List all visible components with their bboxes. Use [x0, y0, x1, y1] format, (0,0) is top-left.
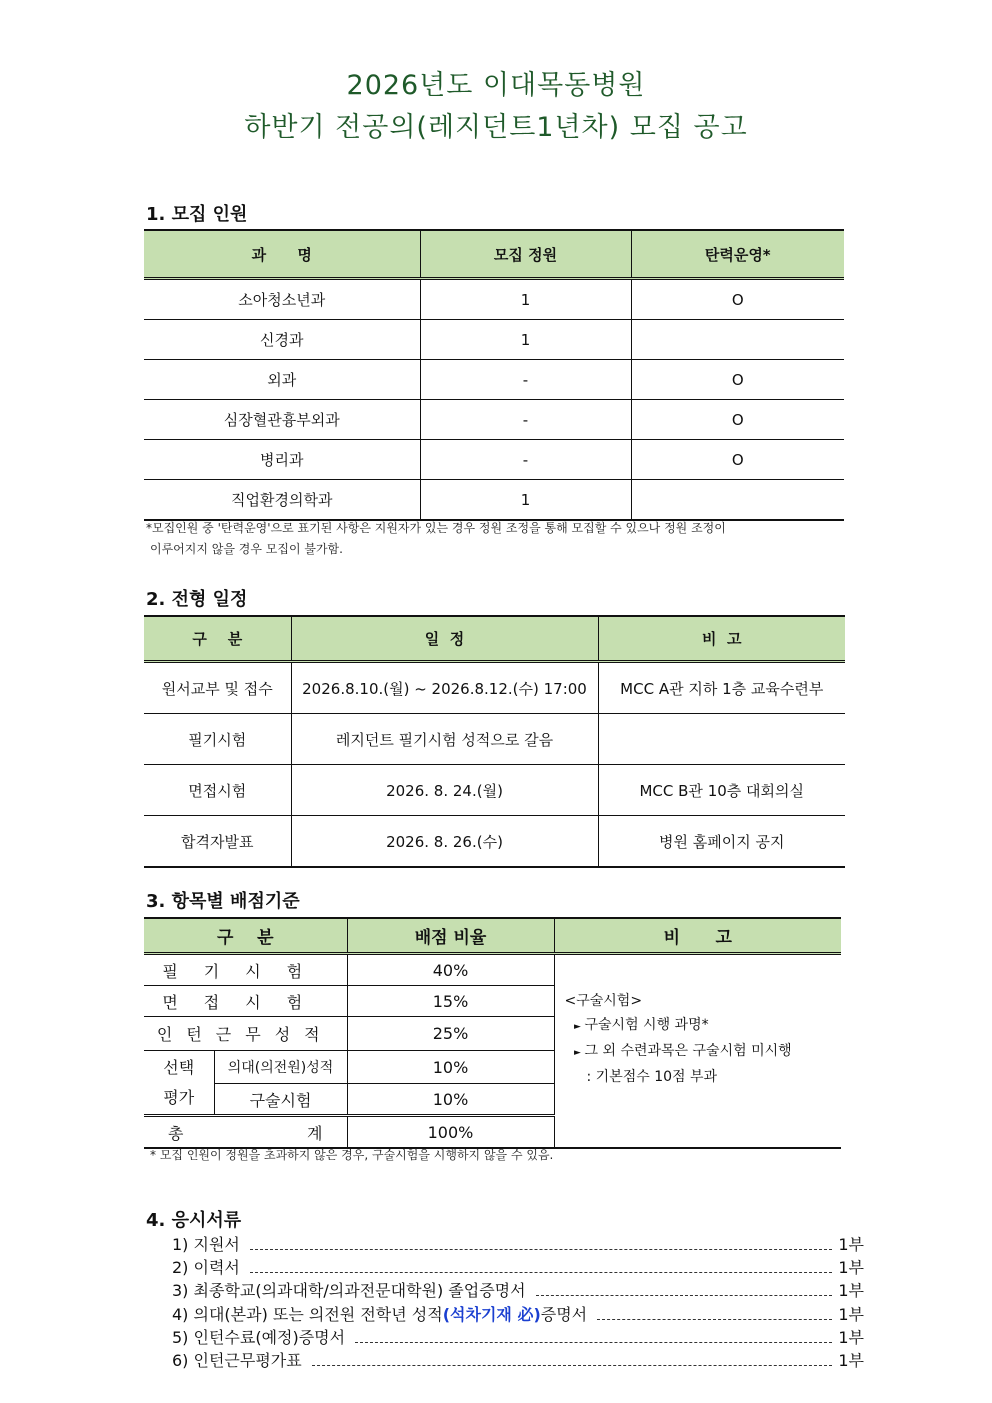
cell-department: 외과 [144, 360, 420, 400]
table-row [144, 816, 845, 868]
total-label-b: 계 [307, 1123, 323, 1143]
section4-heading: 4. 응시서류 [146, 1210, 242, 1231]
page-title-line1: 2026년도 이대목동병원 [346, 70, 646, 101]
cell-department: 소아청소년과 [144, 279, 420, 320]
table-row [144, 714, 845, 765]
doc-label [172, 1302, 593, 1325]
note-line1: *모집인원 중 '탄력운영'으로 표기된 사항은 지원자가 있는 경우 정원 조정을 통해 모집할 수 있으나 정원 조정이 [146, 521, 726, 535]
cell-quota: 1 [420, 279, 631, 320]
table-row [144, 360, 844, 400]
table-header-row [144, 230, 844, 279]
documents-list [172, 1232, 864, 1371]
select-label-1: 선택 [163, 1057, 195, 1077]
doc-label: 6) 인턴근무평가표 [172, 1350, 302, 1370]
total-label-a: 총 [168, 1123, 184, 1143]
cell-oral-value: 10% [347, 1084, 554, 1116]
cell-select-label [144, 1051, 214, 1116]
cell-schedule: 2026. 8. 26.(수) [291, 816, 598, 868]
doc-count: 1부 [838, 1281, 864, 1301]
doc-label: 3) 최종학교(의과대학/의과전문대학원) 졸업증명서 [172, 1281, 526, 1301]
remark-item1-text: 구술시험 시행 과명* [584, 1017, 709, 1033]
header-flexible: 탄력운영* [631, 230, 844, 279]
list-item [172, 1278, 864, 1301]
table-row [144, 400, 844, 440]
cell-schedule: 레지던트 필기시험 성적으로 갈음 [291, 714, 598, 765]
cell-department: 병리과 [144, 440, 420, 480]
header-category: 구 분 [144, 918, 347, 954]
header-remarks: 비 고 [598, 616, 845, 662]
cell-remarks: 병원 홈페이지 공지 [598, 816, 845, 868]
page-title-line2: 하반기 전공의(레지던트1년차) 모집 공고 [244, 112, 748, 143]
dotted-leader [355, 1342, 832, 1343]
schedule-table [144, 615, 845, 868]
section2-heading: 2. 전형 일정 [146, 589, 248, 610]
dotted-leader [536, 1295, 833, 1296]
note-line2: 이루어지지 않을 경우 모집이 불가함. [150, 542, 343, 556]
triangle-bullet-icon: ► [574, 1048, 581, 1058]
cell-category: 합격자발표 [144, 816, 291, 868]
doc-label-highlight: (석차기재 必) [442, 1304, 541, 1324]
cell-written-value: 40% [347, 954, 554, 986]
doc-label-post: 증명서 [540, 1304, 588, 1324]
list-item [172, 1302, 864, 1325]
cell-department: 직업환경의학과 [144, 480, 420, 521]
doc-label: 1) 지원서 [172, 1235, 240, 1254]
cell-quota: 1 [420, 480, 631, 521]
remark-item [565, 1013, 842, 1039]
header-department: 과 명 [144, 230, 420, 279]
section3-heading: 3. 항목별 배점기준 [146, 891, 300, 912]
cell-interview-label: 면접시험 [144, 986, 347, 1017]
cell-intern-label: 인턴근무성적 [144, 1017, 347, 1051]
section1-note [146, 518, 726, 560]
cell-flexible [631, 320, 844, 360]
table-row [144, 662, 845, 714]
dotted-leader [250, 1249, 832, 1250]
doc-count: 1부 [838, 1258, 864, 1278]
doc-count: 1부 [838, 1327, 864, 1347]
table-row [144, 279, 844, 320]
table-row [144, 765, 845, 816]
cell-quota: - [420, 360, 631, 400]
list-item [172, 1255, 864, 1278]
cell-category: 원서교부 및 접수 [144, 662, 291, 714]
cell-intern-value: 25% [347, 1017, 554, 1051]
select-label-2: 평가 [163, 1087, 195, 1107]
doc-count: 1부 [838, 1350, 864, 1370]
dotted-leader [250, 1272, 832, 1273]
doc-count: 1부 [838, 1235, 864, 1254]
section1-heading: 1. 모집 인원 [146, 204, 248, 225]
list-item [172, 1232, 864, 1255]
cell-flexible [631, 480, 844, 521]
list-item [172, 1348, 864, 1371]
cell-category: 필기시험 [144, 714, 291, 765]
doc-label: 2) 이력서 [172, 1258, 240, 1278]
cell-flexible: O [631, 279, 844, 320]
cell-med-grade-label: 의대(의전원)성적 [214, 1051, 347, 1084]
cell-remarks [598, 714, 845, 765]
table-header-row [144, 918, 841, 954]
table-row [144, 954, 841, 986]
cell-department: 신경과 [144, 320, 420, 360]
table-row [144, 480, 844, 521]
cell-flexible: O [631, 440, 844, 480]
dotted-leader [597, 1319, 832, 1320]
cell-quota: - [420, 440, 631, 480]
header-remarks: 비 고 [554, 918, 841, 954]
cell-med-grade-value: 10% [347, 1051, 554, 1084]
cell-flexible: O [631, 400, 844, 440]
header-schedule: 일 정 [291, 616, 598, 662]
remark-item3: : 기본점수 10점 부과 [586, 1069, 718, 1085]
doc-label-pre: 4) 의대(본과) 또는 의전원 전학년 성적 [172, 1304, 443, 1324]
cell-quota: 1 [420, 320, 631, 360]
table-row [144, 440, 844, 480]
cell-remarks: MCC A관 지하 1층 교육수련부 [598, 662, 845, 714]
dotted-leader [312, 1365, 833, 1366]
cell-quota: - [420, 400, 631, 440]
doc-count: 1부 [838, 1304, 864, 1324]
remarks-cell [554, 954, 841, 1149]
header-category: 구 분 [144, 616, 291, 662]
triangle-bullet-icon: ► [574, 1022, 581, 1032]
table-row [144, 320, 844, 360]
remark-item2-text: 그 외 수련과목은 구술시험 미시행 [584, 1043, 792, 1059]
cell-remarks: MCC B관 10층 대회의실 [598, 765, 845, 816]
cell-interview-value: 15% [347, 986, 554, 1017]
cell-department: 심장혈관흉부외과 [144, 400, 420, 440]
cell-schedule: 2026.8.10.(월) ~ 2026.8.12.(수) 17:00 [291, 662, 598, 714]
cell-written-label: 필기시험 [144, 954, 347, 986]
scoring-table [144, 917, 841, 1149]
doc-label: 5) 인턴수료(예정)증명서 [172, 1327, 346, 1347]
header-quota: 모집 정원 [420, 230, 631, 279]
cell-total-label [144, 1116, 347, 1149]
cell-flexible: O [631, 360, 844, 400]
cell-total-value: 100% [347, 1116, 554, 1149]
cell-schedule: 2026. 8. 24.(월) [291, 765, 598, 816]
cell-category: 면접시험 [144, 765, 291, 816]
header-ratio: 배점 비율 [347, 918, 554, 954]
remark-title: <구술시험> [564, 993, 643, 1009]
recruitment-table [144, 229, 844, 521]
cell-oral-label: 구술시험 [214, 1084, 347, 1116]
section3-note: * 모집 인원이 정원을 초과하지 않은 경우, 구술시험을 시행하지 않을 수 있음. [150, 1148, 554, 1162]
list-item [172, 1325, 864, 1348]
remark-item [565, 1039, 842, 1065]
table-header-row [144, 616, 845, 662]
